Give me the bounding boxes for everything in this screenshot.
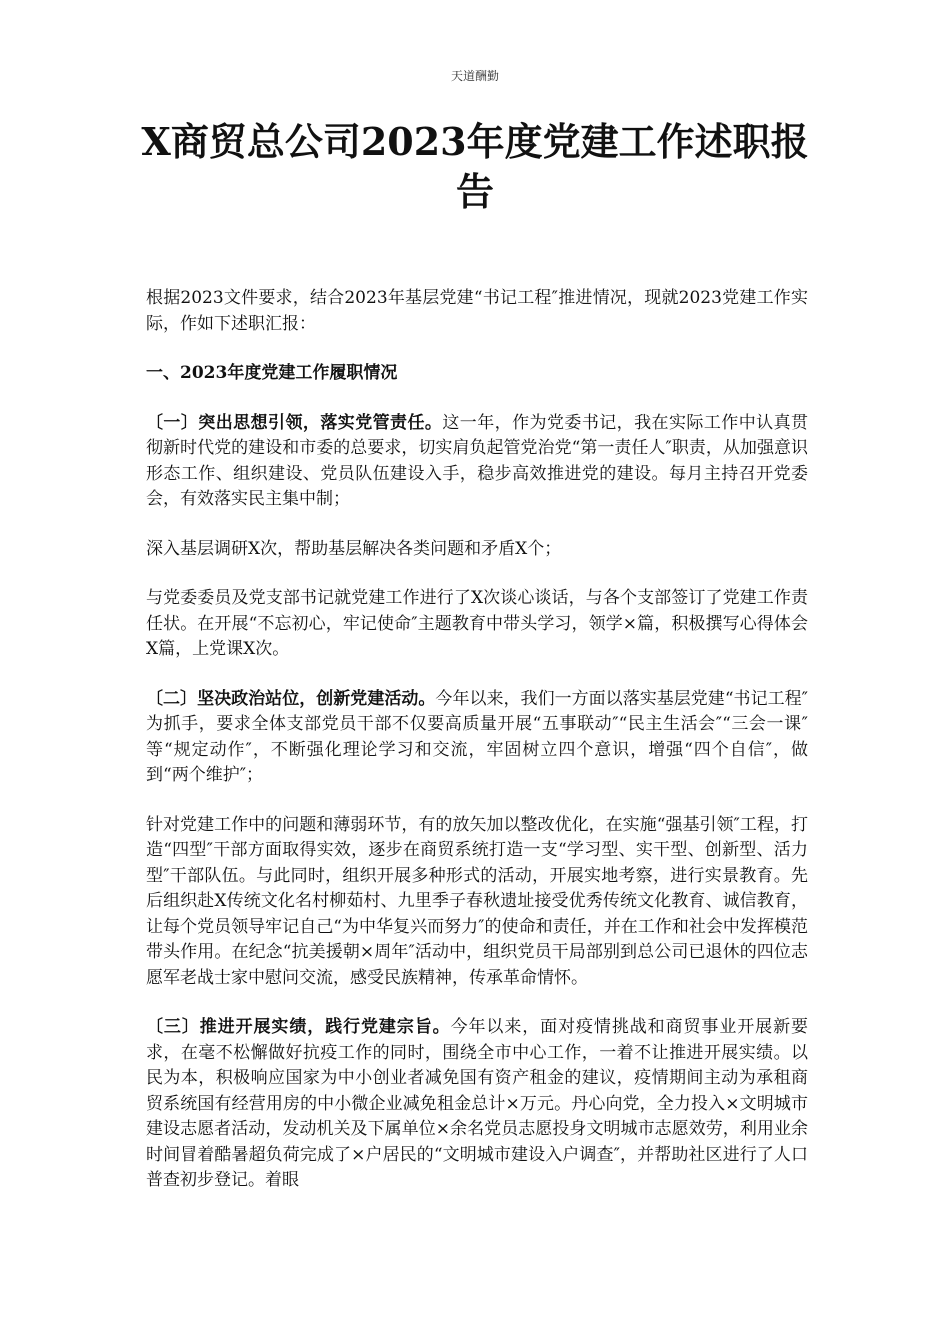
paragraph-6: [146, 1015, 808, 1194]
paragraph-6-lead: 〔三〕推进开展实绩，践行党建宗旨。: [146, 1017, 451, 1037]
paragraph-4-body: 今年以来，我们一方面以落实基层党建“书记工程″为抓手，要求全体支部党员干部不仅要高质量开展“五事联动″“民主生活会″“三会一课″等“规定动作″，不断强化理论学习和交流，牢固树立四个意识，增强“四个自信″，做到“两个维护″；: [146, 688, 808, 785]
paragraph-5: 针对党建工作中的问题和薄弱环节，有的放矢加以整改优化，在实施“强基引领″工程，打造“四型″干部方面取得实效，逐步在商贸系统打造一支“学习型、实干型、创新型、活力型″干部队伍。与此同时，组织开展多种形式的活动，开展实地考察，进行实景教育。先后组织赴X传统文化名村柳茹村、九里季子春秋遗址接受优秀传统文化教育、诚信教育，让每个党员领导牢记自己“为中华复兴而努力″的使命和责任，并在工作和社会中发挥模范带头作用。在纪念“抗美援朝×周年″活动中，组织党员干局部别到总公司已退休的四位志愿军老战士家中慰问交流，感受民族精神，传承革命情怀。: [146, 814, 808, 988]
paragraph-1-lead: 〔一〕突出思想引领，落实党管责任。: [146, 412, 443, 433]
paragraph-6-body: 今年以来，面对疫情挑战和商贸事业开展新要求，在毫不松懈做好抗疫工作的同时，围绕全市中心工作，一着不让推进开展实绩。以民为本，积极响应国家为中小创业者减免国有资产租金的建议，疫情期间主动为承租商贸系统国有经营用房的中小微企业减免租金总计×万元。丹心向党，全力投入×文明城市建设志愿者活动，发动机关及下属单位×余名党员志愿投身文明城市志愿效劳，利用业余时间冒着酷暑超负荷完成了×户居民的“文明城市建设入户调查″，并帮助社区进行了人口普查初步登记。着眼: [146, 1017, 809, 1190]
paragraph-4: [146, 687, 808, 789]
paragraph-4-lead: 〔二〕坚决政治站位，创新党建活动。: [146, 688, 436, 709]
paragraph-1: [146, 411, 808, 513]
paragraph-1-body: 这一年，作为党委书记，我在实际工作中认真贯彻新时代党的建设和市委的总要求，切实肩负起管党治党“第一责任人″职责，从加强意识形态工作、组织建设、党员队伍建设入手，稳步高效推进党的建设。每月主持召开党委会，有效落实民主集中制；: [146, 412, 809, 509]
intro-paragraph: 根据2023文件要求，结合2023年基层党建“书记工程″推进情况，现就2023党建工作实际，作如下述职汇报：: [146, 288, 808, 334]
page-header: 天道酬勤: [450, 69, 499, 83]
document-title: X商贸总公司2023年度党建工作述职报告: [141, 119, 809, 214]
document-body: [146, 286, 808, 1218]
paragraph-2: 深入基层调研X次，帮助基层解决各类问题和矛盾X个；: [146, 538, 562, 559]
paragraph-3: 与党委委员及党支部书记就党建工作进行了X次谈心谈话，与各个支部签订了党建工作责任状。在开展“不忘初心，牢记使命″主题教育中带头学习，领学×篇，积极撰写心得体会X篇，上党课X次。: [146, 588, 808, 659]
section-heading: 一、2023年度党建工作履职情况: [146, 363, 398, 383]
